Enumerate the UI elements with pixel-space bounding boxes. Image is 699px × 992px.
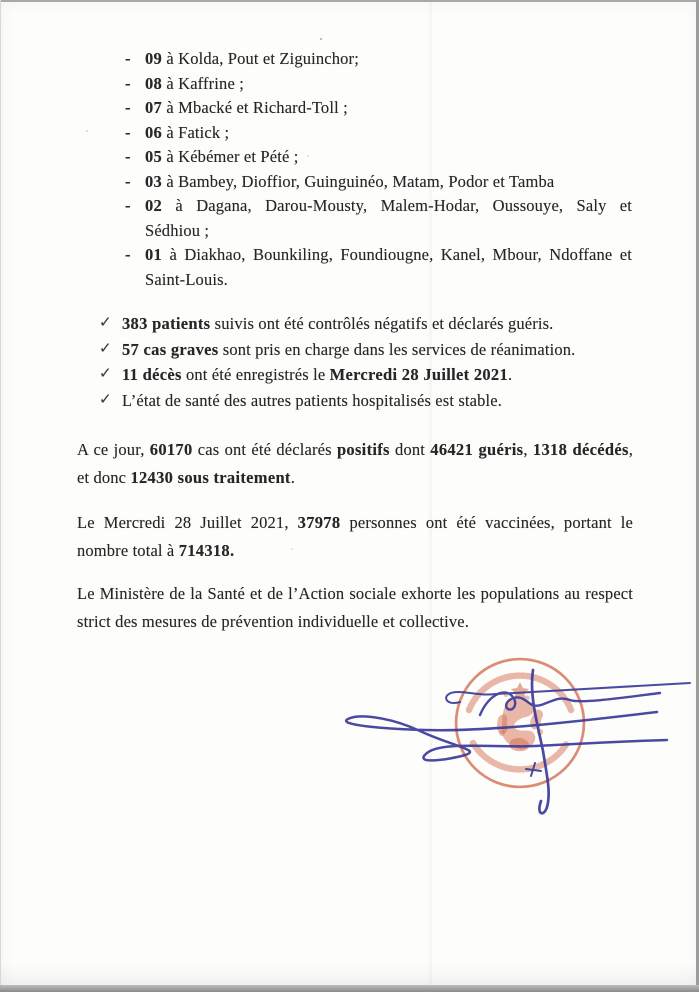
check-icon: ✓ — [99, 340, 112, 357]
text-line — [145, 268, 632, 293]
bold-text: 02 — [145, 196, 163, 215]
text: et donc — [77, 467, 131, 487]
text: personnes ont été vaccinées, portant le — [340, 513, 633, 532]
text: à Kébémer et Pété ; — [162, 147, 299, 166]
bold-text: positifs — [336, 440, 390, 459]
text-line — [145, 194, 632, 219]
paragraph-totals — [77, 436, 633, 492]
text: à Bambey, Dioffior, Guinguinéo, Matam, Podor et Tamba — [162, 171, 555, 191]
bold-text: 06 — [145, 122, 163, 142]
text-line — [145, 121, 632, 146]
paragraph-exhortation — [77, 580, 633, 636]
text: suivis ont été contrôlés négatifs et déclarés guéris. — [210, 314, 554, 333]
text-line — [145, 72, 632, 97]
summary-check-list — [99, 311, 633, 414]
text-line — [122, 362, 633, 388]
bold-text: 01 — [145, 245, 163, 264]
dash-bullet: - — [125, 98, 131, 117]
bold-text: 383 patients — [122, 314, 211, 333]
text: dont — [389, 440, 431, 459]
region-list-item — [124, 47, 632, 72]
text: nombre total à — [77, 540, 179, 560]
text: à Dagana, Darou-Mousty, Malem-Hodar, Oussouye, Saly et — [162, 196, 632, 215]
page-edge-left — [0, 0, 1, 992]
bold-text: 03 — [145, 171, 163, 191]
text: L’état de santé des autres patients hospitalisés est stable. — [122, 391, 502, 411]
text: Saint-Louis. — [145, 269, 228, 289]
dash-bullet: - — [125, 147, 131, 166]
bold-text: 57 cas graves — [122, 339, 219, 359]
region-list-item — [124, 145, 632, 170]
text-line — [77, 608, 633, 636]
check-icon: ✓ — [99, 315, 112, 331]
text: Sédhiou ; — [145, 220, 210, 240]
text-line — [145, 170, 632, 195]
text-line — [77, 436, 633, 464]
text: strict des mesures de prévention individuelle et collective. — [77, 611, 470, 631]
dash-bullet: - — [125, 73, 131, 93]
text-line — [77, 537, 633, 565]
dash-bullet: - — [125, 196, 131, 215]
text: , — [628, 440, 634, 459]
text-line — [77, 464, 633, 492]
bold-text: 714318. — [178, 540, 235, 560]
text-line — [77, 580, 633, 608]
summary-list-item — [99, 388, 633, 414]
text: cas ont été déclarés — [192, 440, 337, 459]
text: , — [523, 440, 533, 459]
text-line — [145, 243, 632, 268]
bold-text: 60170 — [149, 440, 193, 459]
text-line — [122, 388, 633, 414]
page-edge-shadow — [0, 963, 699, 985]
text: . — [508, 365, 513, 385]
region-list-item — [124, 243, 632, 292]
stamp-and-signature — [330, 640, 699, 830]
text: sont pris en charge dans les services de réanimation. — [218, 339, 576, 359]
text-line — [145, 145, 632, 170]
paragraph-vaccination — [77, 509, 633, 565]
check-icon: ✓ — [99, 366, 112, 383]
region-list-item — [124, 194, 632, 243]
scan-speck — [86, 130, 88, 132]
summary-list-item — [99, 337, 633, 363]
text: . — [290, 467, 295, 487]
text: ont été enregistrés le — [181, 365, 330, 385]
dash-bullet: - — [125, 122, 131, 142]
text: à Fatick ; — [162, 122, 230, 142]
scan-speck — [320, 38, 322, 40]
dash-bullet: - — [125, 245, 131, 264]
text: A ce jour, — [77, 440, 150, 459]
text: à Mbacké et Richard-Toll ; — [162, 98, 348, 117]
dash-bullet: - — [125, 49, 131, 68]
text-line — [122, 337, 633, 363]
region-list-item — [124, 72, 632, 97]
paragraph — [77, 436, 633, 492]
bold-text: 09 — [145, 49, 163, 68]
region-list-item — [124, 170, 632, 195]
bold-text: 08 — [145, 73, 163, 93]
bold-text: 37978 — [297, 513, 341, 532]
paragraph — [77, 509, 633, 565]
region-case-list — [124, 47, 632, 292]
bold-text: Mercredi 28 Juillet 2021 — [329, 365, 509, 385]
scan-speck — [307, 155, 309, 157]
bold-text: 46421 guéris — [430, 440, 524, 459]
summary-list-item — [99, 311, 633, 337]
page-edge-top — [0, 0, 699, 2]
text: Le Ministère de la Santé et de l’Action sociale exhorte les populations au respect — [77, 584, 633, 603]
bold-text: 11 décès — [122, 365, 182, 385]
text-line — [122, 311, 633, 337]
paragraph — [77, 580, 633, 636]
text: à Kolda, Pout et Ziguinchor; — [162, 49, 359, 68]
text-line — [145, 47, 632, 72]
text-line — [145, 219, 632, 244]
bold-text: 07 — [145, 98, 163, 117]
region-list-item — [124, 96, 632, 121]
check-icon: ✓ — [99, 392, 112, 409]
bold-text: 05 — [145, 147, 163, 166]
dash-bullet: - — [125, 171, 131, 191]
text-line — [145, 96, 632, 121]
summary-list-item — [99, 362, 633, 388]
text: à Kaffrine ; — [162, 73, 244, 93]
page-edge-bottom — [0, 985, 699, 992]
bold-text: 1318 décédés — [532, 440, 629, 459]
text-line — [77, 509, 633, 537]
text: Le Mercredi 28 Juillet 2021, — [77, 513, 298, 532]
scan-speck — [291, 548, 293, 550]
text: à Diakhao, Bounkiling, Foundiougne, Kanel, Mbour, Ndoffane et — [162, 245, 632, 264]
region-list-item — [124, 121, 632, 146]
bold-text: 12430 sous traitement — [130, 467, 291, 487]
